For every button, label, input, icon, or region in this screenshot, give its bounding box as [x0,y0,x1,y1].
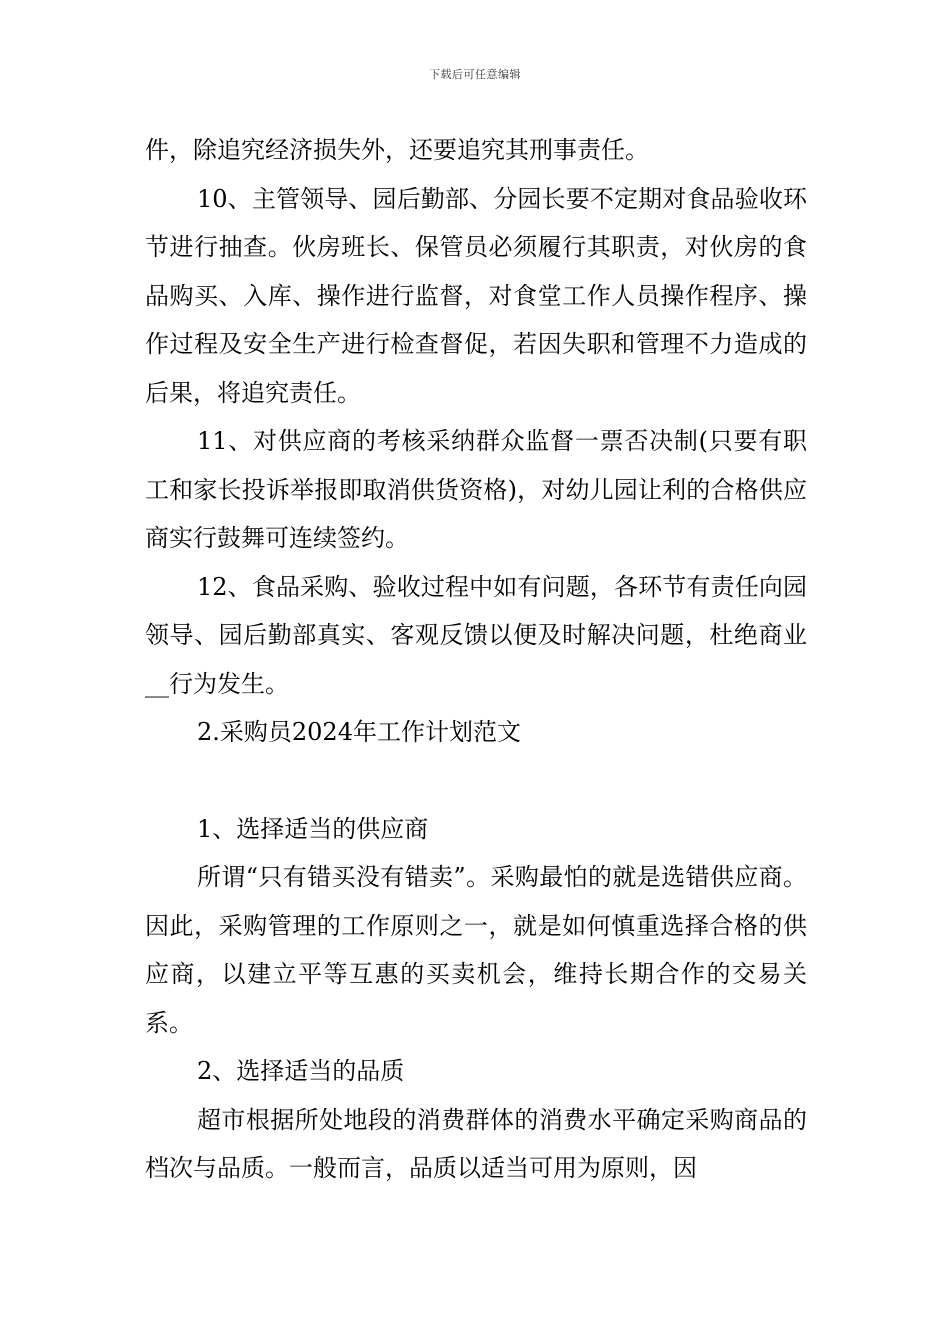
section-heading: 2.采购员2024年工作计划范文 [197,718,521,746]
paragraph-continuation: 件，除追究经济损失外，还要追究其刑事责任。 [145,136,649,164]
paragraph-item-10: 10、主管领导、园后勤部、分园长要不定期对食品验收环节进行抽查。伙房班长、保管员必须履行其职责，对伙房的食品购买、入库、操作进行监督，对食堂工作人员操作程序、操作过程及安全生产进行检查督促，若因失职和管理不力造成的后果，将追究责任。 [145,184,807,407]
paragraph-quality: 超市根据所处地段的消费群体的消费水平确定采购商品的档次与品质。一般而言，品质以适当可用为原则，因 [145,1105,807,1182]
paragraph-supplier: 所谓“只有错买没有错卖”。采购最怕的就是选错供应商。因此，采购管理的工作原则之一，就是如何慎重选择合格的供应商，以建立平等互惠的买卖机会，维持长期合作的交易关系。 [145,863,807,1037]
page-header: 下载后可任意编辑 [429,68,521,81]
subheading-supplier: 1、选择适当的供应商 [197,814,429,843]
paragraph-item-12: 12、食品采购、验收过程中如有问题，各环节有责任向园领导、园后勤部真实、客观反馈以便及时解决问题，杜绝商业__行为发生。 [145,572,807,698]
subheading-quality: 2、选择适当的品质 [197,1057,405,1085]
document-body [145,126,807,1193]
paragraph-item-11: 11、对供应商的考核采纳群众监督一票否决制(只要有职工和家长投诉举报即取消供货资格)，对幼儿园让利的合格供应商实行鼓舞可连续签约。 [145,427,807,552]
